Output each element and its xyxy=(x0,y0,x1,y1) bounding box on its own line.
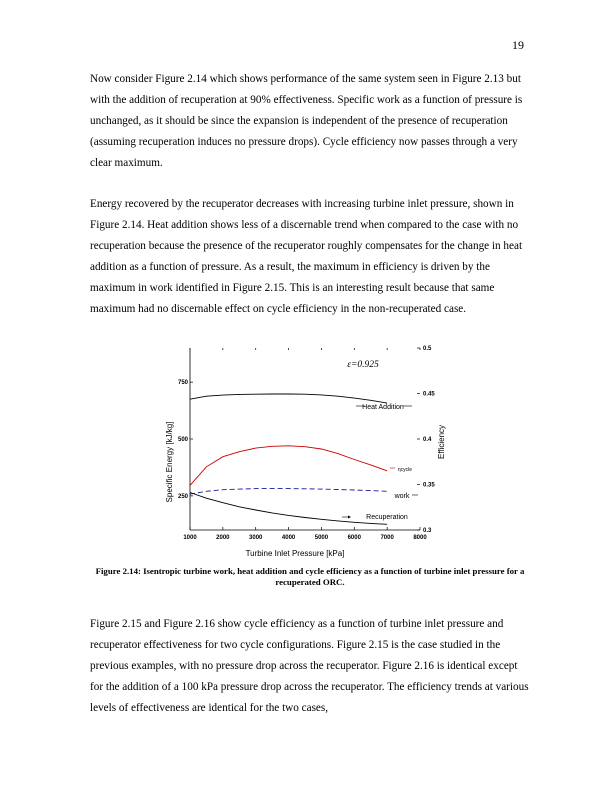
heat-addition-label: Heat Addition xyxy=(362,404,404,411)
y2-tick-label: 0.5 xyxy=(423,346,432,352)
figure-caption: Figure 2.14: Isentropic turbine work, heat addition and cycle efficiency as a function of turbine inlet pressure for a recuperated ORC. xyxy=(95,566,525,587)
y-tick-label: 500 xyxy=(177,437,188,443)
x-tick-label: 7000 xyxy=(380,535,394,541)
x-tick-label: 8000 xyxy=(413,535,427,541)
x-tick-label: 2000 xyxy=(216,535,230,541)
paragraph-2: Energy recovered by the recuperator decreases with increasing turbine inlet pressure, shown in Figure 2.14. Heat addition shows less of a discernable trend when compared to the case with no recuperation because the presence of the recuperator roughly compensates for the change in heat addition as a function of pressure. As a result, the maximum in efficiency is driven by the maximum in work identified in Figure 2.15. This is an interesting result because that same maximum had no discernable effect on cycle efficiency in the non-recuperated case. xyxy=(90,198,523,316)
y2-tick-label: 0.3 xyxy=(423,528,432,534)
page-number: 19 xyxy=(512,38,524,52)
chart-svg xyxy=(160,340,460,562)
x-tick-label: 4000 xyxy=(281,535,296,541)
y-tick-label: 250 xyxy=(177,493,188,500)
y-axis-label: Specific Energy [kJ/kg] xyxy=(165,421,174,503)
x-tick-label: 6000 xyxy=(347,535,361,541)
recuperation-line xyxy=(190,493,387,525)
y2-tick-label: 0.4 xyxy=(423,437,432,443)
recuperation-label: Recuperation xyxy=(366,514,408,521)
x-tick-label: 5000 xyxy=(314,535,329,541)
recuperation-arrowhead xyxy=(348,516,351,519)
paragraph-1: Now consider Figure 2.14 which shows performance of the same system seen in Figure 2.13 but with the addition of recuperation at 90% effectiveness. Specific work as a function of pressure is unchanged, as it should be since the expansion is independent of the presence of recuperation (assuming recuperation induces no pressure drops). Cycle efficiency now passes through a very clear maximum. xyxy=(90,73,523,170)
x-tick-label: 3000 xyxy=(249,535,263,541)
work-label: work xyxy=(394,493,410,500)
y2-tick-label: 0.45 xyxy=(423,391,435,398)
x-axis-label: Turbine Inlet Pressure [kPa] xyxy=(245,549,345,558)
work-line xyxy=(190,489,387,495)
y-tick-label: 750 xyxy=(177,380,188,387)
eta-cycle-line xyxy=(190,446,387,486)
y2-tick-label: 0.35 xyxy=(423,482,435,489)
eta-cycle-label: ηcycle xyxy=(397,467,413,473)
heat-addition-line xyxy=(190,394,387,403)
epsilon-annotation: ε=0.925 xyxy=(347,360,379,370)
y2-axis-label: Efficiency xyxy=(437,424,446,460)
x-tick-label: 1000 xyxy=(183,535,197,541)
figure-2-14 xyxy=(160,340,460,562)
paragraph-3: Figure 2.15 and Figure 2.16 show cycle efficiency as a function of turbine inlet pressure and recuperator effectiveness for two cycle configurations. Figure 2.15 is the case studied in the previous examples, with no pressure drop across the recuperator. Figure 2.16 is identical except for the addition of a 100 kPa pressure drop across the recuperator. The efficiency trends at various levels of effectiveness are identical for the two cases, xyxy=(90,618,529,715)
